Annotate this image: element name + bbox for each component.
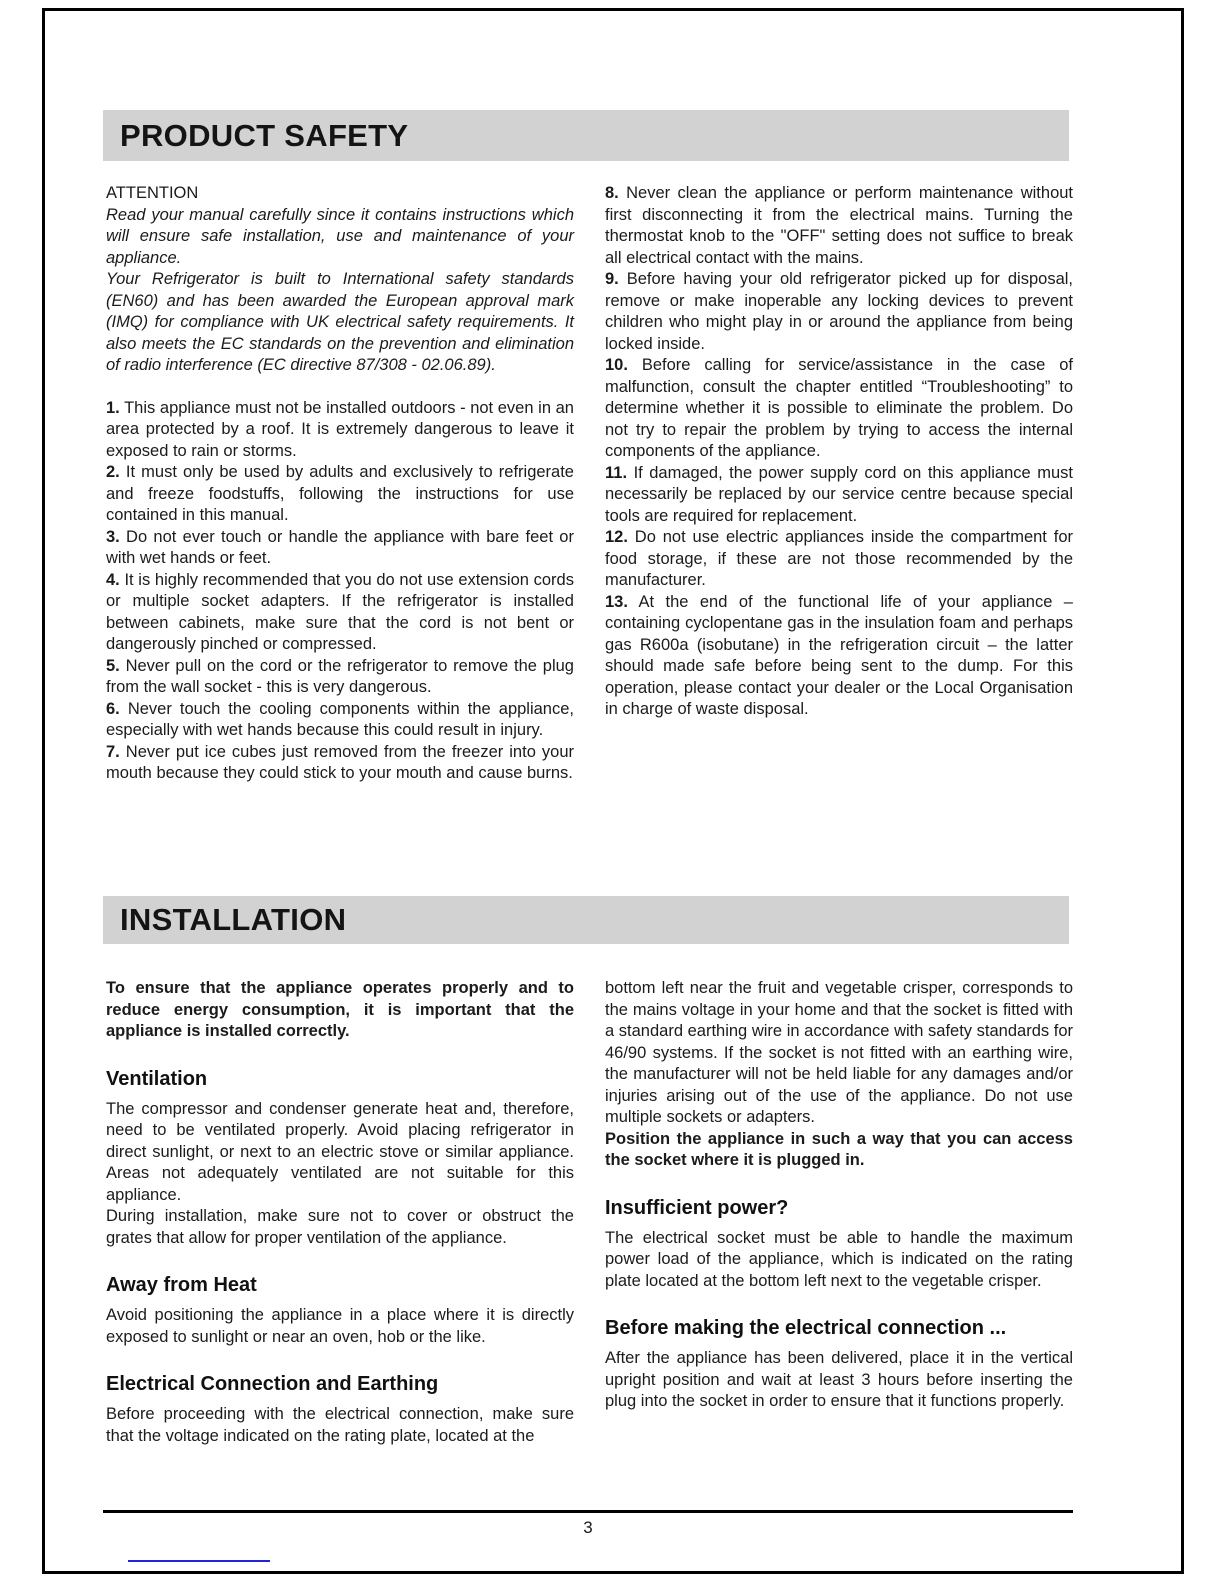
installation-left-column [106, 978, 574, 1447]
page-frame [42, 8, 1184, 1574]
safety-item-13 [605, 592, 1073, 721]
safety-item-10-text: Before calling for service/assistance in the case of malfunction, consult the chapter entitled “Troubleshooting” to determine whether it is possible to eliminate the problem. Do not try to repair the problem by trying to access the internal components of the appliance. [605, 356, 1073, 460]
ventilation-paragraph-1: The compressor and condenser generate heat and, therefore, need to be ventilated properly. Avoid placing refrigerator in direct sunlight, or next to an electric stove or similar appliance. Areas not adequately ventilated are not suitable for this appliance. [106, 1099, 574, 1204]
electrical-connection-paragraph: Before proceeding with the electrical connection, make sure that the voltage indicated on the rating plate, located at the [106, 1405, 574, 1445]
footer-link-underline[interactable] [128, 1560, 270, 1562]
safety-item-8-text: Never clean the appliance or perform maintenance without first disconnecting it from the electrical mains. Turning the thermostat knob to the "OFF" setting does not suffice to break all electrical contact with the mains. [605, 184, 1074, 267]
safety-item-13-text: At the end of the functional life of your appliance – containing cyclopentane gas in the insulation foam and perhaps gas R600a (isobutane) in the refrigeration circuit – the latter should made safe before being sent to the dump. For this operation, please contact your dealer or the Local Organisation in charge of waste disposal. [605, 592, 1073, 718]
safety-item-2-number: 2. [106, 463, 120, 481]
safety-item-7 [106, 742, 574, 785]
safety-item-2-text: It must only be used by adults and exclusively to refrigerate and freeze foodstuffs, following the instructions for use contained in this manual. [106, 463, 574, 524]
safety-item-5-text: Never pull on the cord or the refrigerator to remove the plug from the wall socket - this is very dangerous. [106, 656, 574, 696]
installation-intro: To ensure that the appliance operates properly and to reduce energy consumption, it is important that the appliance is installed correctly. [106, 979, 574, 1040]
position-appliance-note: Position the appliance in such a way that you can access the socket where it is plugged in. [605, 1129, 1073, 1169]
product-safety-right-column [605, 183, 1073, 785]
safety-item-5-number: 5. [106, 656, 120, 675]
insufficient-power-heading: Insufficient power? [605, 1196, 789, 1219]
safety-item-3-text: Do not ever touch or handle the appliance with bare feet or with wet hands or feet. [106, 527, 574, 567]
safety-item-9-number: 9. [605, 270, 619, 288]
safety-item-6-text: Never touch the cooling components within the appliance, especially with wet hands because this could result in injury. [106, 699, 574, 739]
safety-item-11-number: 11. [605, 463, 628, 482]
away-from-heat-paragraph: Avoid positioning the appliance in a place where it is directly exposed to sunlight or near an oven, hob or the like. [106, 1306, 574, 1346]
safety-item-7-number: 7. [106, 742, 120, 761]
safety-item-4 [106, 570, 574, 656]
safety-item-8-number: 8. [605, 184, 619, 202]
safety-item-1-number: 1. [106, 398, 120, 417]
safety-item-2 [106, 462, 574, 527]
insufficient-power-paragraph: The electrical socket must be able to handle the maximum power load of the appliance, which is indicated on the rating plate located at the bottom left next to the vegetable crisper. [605, 1228, 1073, 1290]
safety-item-6-number: 6. [106, 699, 120, 718]
safety-item-6 [106, 699, 574, 742]
safety-item-4-number: 4. [106, 570, 120, 589]
safety-item-13-number: 13. [605, 592, 628, 611]
electrical-continuation-paragraph: bottom left near the fruit and vegetable crisper, corresponds to the mains voltage in your home and that the socket is fitted with a standard earthing wire in accordance with safety standards for 46/90 systems. If the socket is not fitted with an earthing wire, the manufacturer will not be held liable for any damages and/or injuries arising out of the use of the appliance. Do not use multiple sockets or adapters. [605, 979, 1073, 1126]
installation-columns [106, 978, 1074, 1447]
electrical-connection-heading: Electrical Connection and Earthing [106, 1373, 439, 1395]
safety-item-10-number: 10. [605, 356, 628, 374]
safety-item-8 [605, 183, 1073, 269]
page-number: 3 [583, 1518, 593, 1537]
safety-item-9 [605, 269, 1073, 355]
product-safety-header [103, 110, 1069, 161]
intro-paragraph-1: Read your manual carefully since it contains instructions which will ensure safe installation, use and maintenance of your appliance. [106, 205, 574, 267]
safety-items-1-7 [106, 398, 574, 785]
attention-label: ATTENTION [106, 184, 199, 202]
safety-item-11-text: If damaged, the power supply cord on this appliance must necessarily be replaced by our service centre because special tools are required for replacement. [605, 463, 1073, 525]
ventilation-heading: Ventilation [106, 1067, 208, 1090]
installation-title: INSTALLATION [120, 902, 347, 937]
safety-item-1 [106, 398, 574, 463]
safety-item-1-text: This appliance must not be installed outdoors - not even in an area protected by a roof. It is extremely dangerous to leave it exposed to rain or storms. [106, 398, 574, 460]
product-safety-title: PRODUCT SAFETY [120, 117, 409, 153]
product-safety-columns [106, 183, 1074, 785]
installation-right-column [605, 978, 1073, 1447]
safety-item-7-text: Never put ice cubes just removed from the freezer into your mouth because they could stick to your mouth and cause burns. [106, 742, 574, 782]
before-connection-paragraph: After the appliance has been delivered, place it in the vertical upright position and wait at least 3 hours before inserting the plug into the socket in order to ensure that it functions properly. [605, 1349, 1073, 1410]
safety-item-11 [605, 463, 1073, 528]
installation-header [103, 896, 1069, 944]
intro-paragraph-2: Your Refrigerator is built to International safety standards (EN60) and has been awarded the European approval mark (IMQ) for compliance with UK electrical safety requirements. It also meets the EC standards on the prevention and elimination of radio interference (EC directive 87/308 - 02.06.89). [106, 270, 574, 374]
safety-item-12-text: Do not use electric appliances inside the compartment for food storage, if these are not those recommended by the manufacturer. [605, 528, 1073, 589]
safety-item-10 [605, 355, 1073, 463]
safety-item-9-text: Before having your old refrigerator picked up for disposal, remove or make inoperable any locking devices to prevent children who might play in or around the appliance from being locked inside. [605, 270, 1073, 353]
before-connection-heading: Before making the electrical connection ... [605, 1317, 1007, 1339]
away-from-heat-heading: Away from Heat [106, 1274, 257, 1296]
safety-item-12-number: 12. [605, 528, 628, 546]
safety-item-3 [106, 527, 574, 570]
safety-item-5 [106, 656, 574, 699]
footer-rule [103, 1510, 1073, 1513]
ventilation-paragraph-2: During installation, make sure not to cover or obstruct the grates that allow for proper ventilation of the appliance. [106, 1207, 574, 1247]
safety-item-4-text: It is highly recommended that you do not use extension cords or multiple socket adapters. If the refrigerator is installed between cabinets, make sure that the cord is not bent or dangerously pinched or compressed. [106, 570, 574, 653]
safety-item-3-number: 3. [106, 527, 120, 546]
safety-item-12 [605, 527, 1073, 592]
product-safety-left-column [106, 183, 574, 785]
